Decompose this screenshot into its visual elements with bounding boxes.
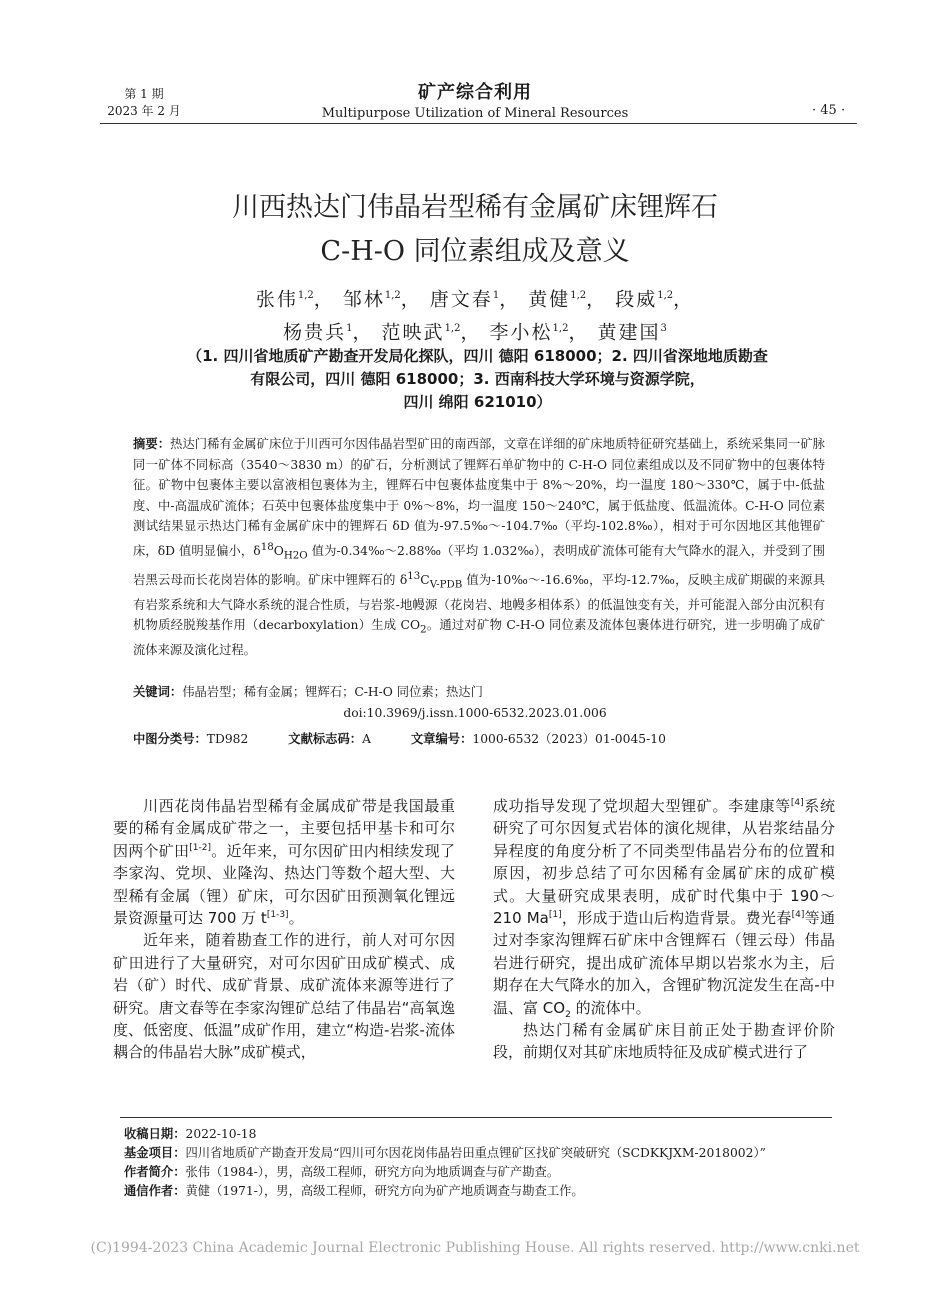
author-name: 黄健 — [528, 288, 571, 311]
footnote-received — [124, 1125, 836, 1144]
author-affiliation-mark: 1,2 — [384, 290, 401, 301]
author-name: 李小松 — [489, 321, 553, 344]
article-title — [0, 186, 950, 274]
footnotes — [124, 1125, 836, 1201]
citation-ref: [1-2] — [189, 842, 211, 853]
header-rule — [100, 123, 857, 124]
title-line-1: 川西热达门伟晶岩型稀有金属矿床锂辉石 — [232, 192, 718, 223]
paragraph-text: 成功指导发现了党坝超大型锂矿。李建康等 — [493, 797, 791, 815]
author-separator: ， — [313, 288, 335, 311]
author-list — [0, 281, 950, 348]
footnote-label: 通信作者： — [124, 1184, 186, 1198]
affiliation-line-1: （1. 四川省地质矿产勘查开发局化探队，四川 德阳 618000；2. 四川省深地地质勘查 — [187, 347, 768, 365]
abstract — [133, 434, 825, 661]
body-paragraph: 热达门稀有金属矿床目前正处于勘查评价阶段，前期仅对其矿床地质特征及成矿模式进行了 — [493, 1021, 835, 1062]
doc-code-label: 文献标志码： — [288, 732, 363, 746]
page-number: · 45 · — [812, 103, 846, 118]
paragraph-text: ，形成于造山后构造背景。费光春 — [561, 909, 792, 928]
footnote-label: 基金项目： — [124, 1146, 186, 1160]
footnote-text: 张伟（1984-），男，高级工程师，研究方向为地质调查与矿产勘查。 — [185, 1165, 560, 1179]
article-number-label: 文章编号： — [410, 732, 473, 746]
author-name: 范映武 — [381, 321, 445, 344]
footnote-rule — [120, 1117, 832, 1118]
footnote-label: 作者简介： — [124, 1165, 186, 1179]
author-separator: ， — [460, 321, 482, 344]
footnote-text: 黄健（1971-），男，高级工程师，研究方向为矿产地质调查与勘查工作。 — [185, 1184, 584, 1198]
body-paragraph — [113, 795, 455, 929]
copyright-watermark: (C)1994-2023 China Academic Journal Electronic Publishing House. All rights reserved. http://www.cnki.net — [90, 1240, 860, 1256]
issue-number: 第 1 期 — [124, 87, 164, 101]
footnote-corresponding — [124, 1182, 836, 1201]
citation-ref: [1-3] — [266, 910, 289, 921]
author-affiliation-mark: 1,2 — [657, 290, 674, 301]
doi: doi:10.3969/j.issn.1000-6532.2023.01.006 — [343, 706, 607, 720]
affiliation-line-2: 有限公司，四川 德阳 618000；3. 西南科技大学环境与资源学院， — [250, 370, 705, 388]
author-name: 黄建国 — [597, 321, 661, 344]
keywords-label: 关键词： — [133, 685, 183, 699]
h2o-subscript: H2O — [283, 549, 308, 562]
author-affiliation-mark: 1,2 — [552, 323, 569, 335]
vpdb-subscript: V-PDB — [429, 578, 463, 591]
citation-ref: [4] — [791, 910, 805, 921]
citation-ref: [4] — [790, 798, 804, 808]
abstract-label: 摘要： — [133, 437, 171, 451]
author-affiliation-mark: 1 — [346, 323, 353, 335]
author-separator: ， — [352, 321, 374, 344]
author-separator: ， — [400, 288, 422, 311]
author-line-1 — [0, 281, 950, 314]
body-column-right — [493, 795, 835, 1064]
author-name: 张伟 — [255, 288, 298, 311]
citation-ref: [1] — [548, 910, 562, 921]
co2-subscript: 2 — [565, 1009, 571, 1020]
issue-date: 2023 年 2 月 — [107, 104, 181, 118]
footnote-author — [124, 1163, 836, 1182]
footnote-text: 四川省地质矿产勘查开发局“四川可尔因花岗伟晶岩田重点锂矿区找矿突破研究（SCDKKJXM-2018002）” — [185, 1146, 766, 1160]
footnote-fund — [124, 1144, 836, 1163]
paragraph-text: 的流体中。 — [570, 998, 651, 1017]
classification-line — [133, 729, 702, 747]
author-affiliation-mark: 1 — [492, 290, 500, 301]
paragraph-text: 。 — [288, 909, 304, 928]
paragraph-text: 川西花岗伟晶岩型稀有金属成矿带是我国最重要的稀有金属成矿带之一，主要包括甲基卡和可尔因两个矿田 — [113, 797, 455, 860]
body-paragraph: 近年来，随着勘查工作的进行，前人对可尔因矿田进行了大量研究，对可尔因矿田成矿模式、成岩（矿）时代、成矿背景、成矿流体来源等进行了研究。唐文春等在李家沟锂矿总结了伟晶岩“高氧逸度、低密度、低温”成矿作用，建立“构造-岩浆-流体耦合的伟晶岩大脉”成矿模式， — [113, 931, 455, 1062]
journal-name-cn: 矿产综合利用 — [418, 82, 532, 103]
author-name: 邹林 — [342, 288, 385, 311]
keywords-text: 伟晶岩型；稀有金属；锂辉石；C-H-O 同位素；热达门 — [182, 685, 483, 699]
author-separator: ， — [499, 288, 521, 311]
author-separator: ， — [568, 321, 590, 344]
author-affiliation-mark: 1,2 — [297, 290, 314, 301]
author-affiliation-mark: 1,2 — [444, 323, 461, 335]
journal-header — [0, 78, 950, 121]
author-line-2 — [0, 314, 950, 347]
author-separator: ， — [586, 288, 608, 311]
clc-label: 中图分类号： — [133, 732, 207, 746]
isotope-18-mark: 18 — [260, 540, 274, 553]
doc-code-value: A — [362, 732, 371, 746]
author-name: 段威 — [615, 288, 658, 311]
journal-name-en: Multipurpose Utilization of Mineral Resources — [321, 106, 629, 121]
abstract-text-c: 值为-10‰～-16.6‰，平均-12.7‰，反映主成矿期碳的来源具有岩浆系统和大气降水系统的混合性质，与岩浆-地幔源（花岗岩、地幔多相体系）的低温蚀变有关，并可能混入部分由沉积有机物质经脱羧基作用（decarboxylation）生成 CO — [133, 572, 825, 633]
abstract-text-b: 值为-0.34‰～2.88‰（平均 1.032‰），表明成矿流体可能有大气降水的混入，并受到了围岩黑云母而长花岗岩体的影响。矿床中锂辉石的 δ — [133, 543, 825, 587]
body-column-left — [113, 795, 455, 1064]
affiliations — [120, 345, 835, 414]
keywords — [133, 682, 825, 700]
footnote-text: 2022-10-18 — [185, 1127, 257, 1141]
isotope-13-mark: 13 — [407, 569, 421, 582]
author-affiliation-mark: 1,2 — [570, 290, 587, 301]
article-number-value: 1000-6532（2023）01-0045-10 — [472, 732, 666, 746]
co2-subscript: 2 — [420, 623, 427, 636]
author-separator: ， — [673, 288, 695, 311]
paragraph-text: 等通过对李家沟锂辉石矿床中含锂辉石（锂云母）伟晶岩进行研究，提出成矿流体早期以岩浆水为主，后期存在大气降水的加入，含锂矿物沉淀发生在高-中温、富 CO — [493, 909, 835, 1017]
author-name: 唐文春 — [429, 288, 493, 311]
clc-value: TD982 — [206, 732, 249, 746]
title-line-2: C-H-O 同位素组成及意义 — [320, 236, 630, 267]
abstract-text-a: 热达门稀有金属矿床位于川西可尔因伟晶岩型矿田的南西部，文章在详细的矿床地质特征研究基础上，系统采集同一矿脉同一矿体不同标高（3540～3830 m）的矿石，分析测试了锂辉石单矿物中的 C-H-O 同位素组成以及不同矿物中的包裹体特征。矿物中包裹体主要以富液相包裹体为主，锂辉石中包裹体盐度集中于 8%～20%，均一温度 180～330℃，属于中-低盐度、中-高温成矿流体；石英中包裹体盐度集中于 0%～8%，均一温度 150～240℃，属于低盐度、低温流体。C-H-O 同位素测试结果显示热达门稀有金属矿床中的锂辉石 δD 值为-97.5‰～-104.7‰（平均-102.8‰），相对于可尔因地区其他锂矿床，δD 值明显偏小，δ — [133, 437, 825, 558]
paragraph-text: 。近年来，可尔因矿田内相续发现了李家沟、党坝、业隆沟、热达门等数个超大型、大型稀有金属（锂）矿床，可尔因矿田预测氧化锂远景资源量可达 700 万 t — [113, 841, 455, 928]
author-name: 杨贵兵 — [283, 321, 347, 344]
oxygen-symbol: O — [273, 543, 284, 558]
footnote-label: 收稿日期： — [124, 1127, 186, 1141]
body-paragraph — [493, 795, 835, 1019]
carbon-symbol: C — [420, 572, 430, 587]
abstract-text-d: 。通过对矿物 C-H-O 同位素及流体包裹体进行研究，进一步明确了成矿流体来源及演化过程。 — [133, 618, 826, 658]
paragraph-text: 系统研究了可尔因复式岩体的演化规律，从岩浆结晶分异程度的角度分析了不同类型伟晶岩分布的位置和原因，初步总结了可尔因稀有金属矿床的成矿模式。大量研究成果表明，成矿时代集中于 190～210 Ma — [493, 797, 835, 928]
author-affiliation-mark: 3 — [660, 323, 667, 335]
affiliation-line-3: 四川 绵阳 621010） — [403, 393, 552, 411]
